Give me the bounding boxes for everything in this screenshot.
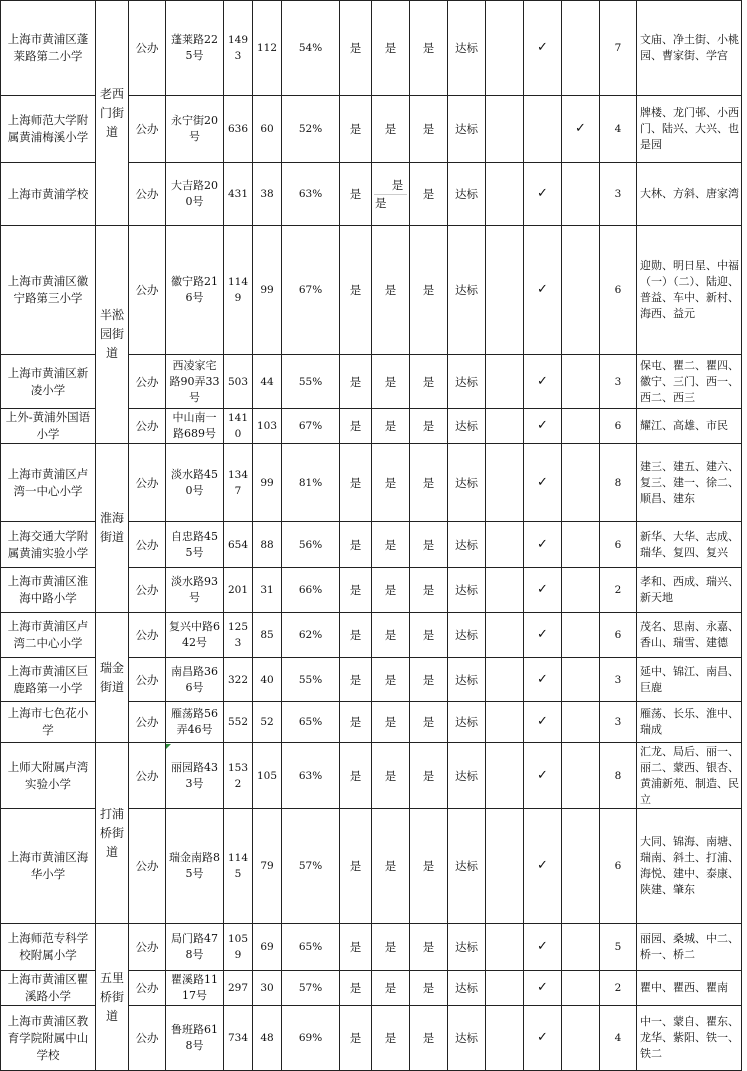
school-address: 西凌家宅路90弄33号 (166, 355, 224, 409)
criterion-1: 是 (340, 96, 372, 163)
student-count: 1347 (224, 444, 253, 522)
mark-3 (562, 355, 600, 409)
staff-count: 30 (253, 971, 282, 1006)
status: 达标 (448, 226, 486, 355)
service-areas: 瞿中、瞿西、瞿南 (637, 971, 742, 1006)
school-address: 南昌路366号 (166, 658, 224, 702)
service-areas: 汇龙、局后、丽一、丽二、蒙西、银杏、黄浦新苑、制造、民立 (637, 743, 742, 809)
status: 达标 (448, 568, 486, 613)
mark-2: ✓ (524, 568, 562, 613)
area-count: 3 (600, 355, 637, 409)
criterion-2-upper: 是 (391, 178, 404, 192)
criterion-2: 是 (372, 1, 410, 96)
criterion-1: 是 (340, 568, 372, 613)
mark-1 (486, 924, 524, 971)
criterion-3: 是 (410, 924, 448, 971)
criterion-2: 是 (372, 924, 410, 971)
status: 达标 (448, 355, 486, 409)
service-areas: 中一、蒙自、瞿东、龙华、紫阳、铁一、铁二 (637, 1006, 742, 1071)
mark-3 (562, 743, 600, 809)
staff-count: 99 (253, 444, 282, 522)
street-name: 半淞园街道 (96, 226, 129, 444)
mark-1 (486, 613, 524, 658)
mark-1 (486, 1006, 524, 1071)
criterion-1: 是 (340, 924, 372, 971)
service-areas: 孝和、西成、瑞兴、新天地 (637, 568, 742, 613)
criterion-1: 是 (340, 658, 372, 702)
student-count: 1145 (224, 809, 253, 924)
ratio-percent: 63% (282, 163, 340, 226)
criterion-3: 是 (410, 971, 448, 1006)
criterion-3: 是 (410, 444, 448, 522)
status: 达标 (448, 163, 486, 226)
criterion-3: 是 (410, 355, 448, 409)
school-address: 蓬莱路225号 (166, 1, 224, 96)
mark-3 (562, 1006, 600, 1071)
ratio-percent: 81% (282, 444, 340, 522)
cell-comment-indicator (166, 744, 171, 749)
school-type: 公办 (129, 96, 166, 163)
school-name: 上海师范专科学校附属小学 (1, 924, 96, 971)
school-name: 上海市黄浦区海华小学 (1, 809, 96, 924)
school-address: 瞿溪路1117号 (166, 971, 224, 1006)
status: 达标 (448, 409, 486, 444)
criterion-1: 是 (340, 355, 372, 409)
staff-count: 69 (253, 924, 282, 971)
staff-count: 31 (253, 568, 282, 613)
status: 达标 (448, 444, 486, 522)
area-count: 6 (600, 522, 637, 568)
table-row (1, 743, 742, 809)
staff-count: 99 (253, 226, 282, 355)
mark-1 (486, 409, 524, 444)
school-type: 公办 (129, 613, 166, 658)
school-type: 公办 (129, 444, 166, 522)
area-count: 6 (600, 613, 637, 658)
student-count: 654 (224, 522, 253, 568)
mark-2: ✓ (524, 226, 562, 355)
mark-3: ✓ (562, 96, 600, 163)
criterion-3: 是 (410, 1, 448, 96)
school-name: 上海市七色花小学 (1, 702, 96, 743)
mark-1 (486, 568, 524, 613)
school-name: 上海市黄浦区徽宁路第三小学 (1, 226, 96, 355)
school-name: 上海市黄浦学校 (1, 163, 96, 226)
staff-count: 105 (253, 743, 282, 809)
school-type: 公办 (129, 1006, 166, 1071)
service-areas: 牌楼、龙门邨、小西门、陆兴、大兴、也是园 (637, 96, 742, 163)
service-areas: 雁荡、长乐、淮中、瑞成 (637, 702, 742, 743)
ratio-percent: 67% (282, 226, 340, 355)
mark-3 (562, 522, 600, 568)
area-count: 3 (600, 163, 637, 226)
staff-count: 44 (253, 355, 282, 409)
school-type: 公办 (129, 355, 166, 409)
staff-count: 112 (253, 1, 282, 96)
mark-1 (486, 658, 524, 702)
service-areas: 迎勋、明日星、中福（一）（二）、陆迎、普益、车中、新村、海西、益元 (637, 226, 742, 355)
criterion-3: 是 (410, 702, 448, 743)
criterion-1: 是 (340, 163, 372, 226)
mark-3 (562, 702, 600, 743)
student-count: 503 (224, 355, 253, 409)
mark-1 (486, 444, 524, 522)
ratio-percent: 57% (282, 971, 340, 1006)
student-count: 1532 (224, 743, 253, 809)
school-name: 上海师范大学附属黄浦梅溪小学 (1, 96, 96, 163)
staff-count: 52 (253, 702, 282, 743)
student-count: 636 (224, 96, 253, 163)
ratio-percent: 57% (282, 809, 340, 924)
criterion-1: 是 (340, 743, 372, 809)
school-type: 公办 (129, 702, 166, 743)
criterion-3: 是 (410, 409, 448, 444)
ratio-percent: 66% (282, 568, 340, 613)
criterion-1: 是 (340, 522, 372, 568)
table-row (1, 226, 742, 355)
table-row (1, 924, 742, 971)
criterion-1: 是 (340, 1, 372, 96)
criterion-3: 是 (410, 568, 448, 613)
student-count: 552 (224, 702, 253, 743)
status: 达标 (448, 1006, 486, 1071)
mark-3 (562, 409, 600, 444)
criterion-2: 是 (372, 522, 410, 568)
student-count: 1410 (224, 409, 253, 444)
area-count: 3 (600, 658, 637, 702)
school-type: 公办 (129, 743, 166, 809)
ratio-percent: 56% (282, 522, 340, 568)
status: 达标 (448, 702, 486, 743)
mark-2: ✓ (524, 1006, 562, 1071)
criterion-2: 是 (372, 409, 410, 444)
criterion-3: 是 (410, 1006, 448, 1071)
street-name: 五里桥街道 (96, 924, 129, 1071)
mark-3 (562, 226, 600, 355)
service-areas: 丽园、桑城、中二、桥一、桥二 (637, 924, 742, 971)
school-name: 上海市黄浦区淮海中路小学 (1, 568, 96, 613)
ratio-percent: 54% (282, 1, 340, 96)
service-areas: 新华、大华、志成、瑞华、复四、复兴 (637, 522, 742, 568)
mark-3 (562, 1, 600, 96)
area-count: 4 (600, 96, 637, 163)
school-type: 公办 (129, 568, 166, 613)
street-name: 淮海街道 (96, 444, 129, 613)
staff-count: 103 (253, 409, 282, 444)
street-name: 打浦桥街道 (96, 743, 129, 924)
mark-3 (562, 613, 600, 658)
student-count: 322 (224, 658, 253, 702)
mark-2: ✓ (524, 743, 562, 809)
ratio-percent: 63% (282, 743, 340, 809)
table-row (1, 613, 742, 658)
school-name: 上海市黄浦区卢湾二中心小学 (1, 613, 96, 658)
criterion-2: 是 (372, 568, 410, 613)
student-count: 1493 (224, 1, 253, 96)
mark-1 (486, 355, 524, 409)
staff-count: 38 (253, 163, 282, 226)
status: 达标 (448, 1, 486, 96)
criterion-2: 是 (372, 226, 410, 355)
area-count: 3 (600, 702, 637, 743)
school-address: 自忠路455号 (166, 522, 224, 568)
criterion-1: 是 (340, 702, 372, 743)
criterion-3: 是 (410, 163, 448, 226)
school-address: 复兴中路642号 (166, 613, 224, 658)
street-name: 瑞金街道 (96, 613, 129, 743)
mark-2: ✓ (524, 924, 562, 971)
school-address: 大吉路200号 (166, 163, 224, 226)
area-count: 8 (600, 743, 637, 809)
service-areas: 大同、锦海、南塘、瑞南、斜土、打浦、海悦、建中、泰康、陕建、肇东 (637, 809, 742, 924)
mark-2: ✓ (524, 971, 562, 1006)
mark-1 (486, 1, 524, 96)
criterion-2: 是 (372, 444, 410, 522)
staff-count: 85 (253, 613, 282, 658)
student-count: 1149 (224, 226, 253, 355)
status: 达标 (448, 658, 486, 702)
ratio-percent: 55% (282, 658, 340, 702)
student-count: 734 (224, 1006, 253, 1071)
school-address: 徽宁路216号 (166, 226, 224, 355)
student-count: 1253 (224, 613, 253, 658)
school-address: 中山南一路689号 (166, 409, 224, 444)
mark-3 (562, 163, 600, 226)
service-areas: 大林、方斜、唐家湾 (637, 163, 742, 226)
area-count: 2 (600, 568, 637, 613)
mark-3 (562, 658, 600, 702)
criterion-3: 是 (410, 226, 448, 355)
criterion-2: 是 (372, 743, 410, 809)
street-name: 老西门街道 (96, 1, 129, 226)
ratio-percent: 65% (282, 702, 340, 743)
criterion-3: 是 (410, 809, 448, 924)
school-type: 公办 (129, 226, 166, 355)
mark-2: ✓ (524, 613, 562, 658)
criterion-3: 是 (410, 522, 448, 568)
mark-2: ✓ (524, 1, 562, 96)
school-type: 公办 (129, 924, 166, 971)
student-count: 1059 (224, 924, 253, 971)
mark-2: ✓ (524, 522, 562, 568)
service-areas: 耀江、高雄、市民 (637, 409, 742, 444)
ratio-percent: 69% (282, 1006, 340, 1071)
status: 达标 (448, 96, 486, 163)
mark-1 (486, 743, 524, 809)
mark-3 (562, 444, 600, 522)
status: 达标 (448, 522, 486, 568)
status: 达标 (448, 809, 486, 924)
area-count: 5 (600, 924, 637, 971)
criterion-1: 是 (340, 809, 372, 924)
school-address: 鲁班路618号 (166, 1006, 224, 1071)
mark-3 (562, 809, 600, 924)
criterion-2-lower: 是 (374, 194, 407, 211)
area-count: 6 (600, 409, 637, 444)
school-name: 上海市黄浦区瞿溪路小学 (1, 971, 96, 1006)
school-type: 公办 (129, 409, 166, 444)
mark-1 (486, 702, 524, 743)
area-count: 4 (600, 1006, 637, 1071)
mark-1 (486, 971, 524, 1006)
school-address: 局门路478号 (166, 924, 224, 971)
school-type: 公办 (129, 809, 166, 924)
status: 达标 (448, 613, 486, 658)
ratio-percent: 52% (282, 96, 340, 163)
school-name: 上海市黄浦区教育学院附属中山学校 (1, 1006, 96, 1071)
service-areas: 延中、锦江、南昌、巨鹿 (637, 658, 742, 702)
school-name: 上师大附属卢湾实验小学 (1, 743, 96, 809)
mark-1 (486, 96, 524, 163)
criterion-2: 是 (372, 702, 410, 743)
ratio-percent: 65% (282, 924, 340, 971)
service-areas: 保屯、瞿二、瞿四、徽宁、三门、西一、西二、西三 (637, 355, 742, 409)
status: 达标 (448, 971, 486, 1006)
criterion-1: 是 (340, 409, 372, 444)
mark-2: ✓ (524, 444, 562, 522)
area-count: 6 (600, 809, 637, 924)
table-row (1, 444, 742, 522)
criterion-1: 是 (340, 226, 372, 355)
school-type: 公办 (129, 522, 166, 568)
school-type: 公办 (129, 163, 166, 226)
area-count: 7 (600, 1, 637, 96)
ratio-percent: 62% (282, 613, 340, 658)
mark-3 (562, 568, 600, 613)
school-name: 上海市黄浦区卢湾一中心小学 (1, 444, 96, 522)
area-count: 6 (600, 226, 637, 355)
mark-2: ✓ (524, 702, 562, 743)
mark-2: ✓ (524, 355, 562, 409)
school-name: 上海交通大学附属黄浦实验小学 (1, 522, 96, 568)
criterion-3: 是 (410, 613, 448, 658)
school-address: 淡水路450号 (166, 444, 224, 522)
status: 达标 (448, 924, 486, 971)
mark-2: ✓ (524, 163, 562, 226)
area-count: 2 (600, 971, 637, 1006)
mark-1 (486, 522, 524, 568)
mark-2: ✓ (524, 658, 562, 702)
criterion-1: 是 (340, 971, 372, 1006)
staff-count: 60 (253, 96, 282, 163)
mark-2: ✓ (524, 809, 562, 924)
school-name: 上海市黄浦区蓬莱路第二小学 (1, 1, 96, 96)
criterion-2: 是 (372, 971, 410, 1006)
criterion-1: 是 (340, 613, 372, 658)
student-count: 201 (224, 568, 253, 613)
school-type: 公办 (129, 658, 166, 702)
staff-count: 88 (253, 522, 282, 568)
student-count: 431 (224, 163, 253, 226)
criterion-2: 是 (372, 96, 410, 163)
mark-1 (486, 163, 524, 226)
mark-1 (486, 809, 524, 924)
service-areas: 建三、建五、建六、复三、建一、徐二、顺昌、建东 (637, 444, 742, 522)
criterion-2-split (372, 163, 410, 226)
school-name: 上海市黄浦区新凌小学 (1, 355, 96, 409)
area-count: 8 (600, 444, 637, 522)
criterion-1: 是 (340, 1006, 372, 1071)
school-address: 永宁街20号 (166, 96, 224, 163)
staff-count: 48 (253, 1006, 282, 1071)
criterion-2: 是 (372, 613, 410, 658)
ratio-percent: 67% (282, 409, 340, 444)
criterion-3: 是 (410, 96, 448, 163)
staff-count: 40 (253, 658, 282, 702)
criterion-3: 是 (410, 658, 448, 702)
mark-1 (486, 226, 524, 355)
mark-2: ✓ (524, 409, 562, 444)
mark-3 (562, 924, 600, 971)
criterion-3: 是 (410, 743, 448, 809)
criterion-2: 是 (372, 809, 410, 924)
service-areas: 茂名、思南、永嘉、香山、瑞雪、建德 (637, 613, 742, 658)
student-count: 297 (224, 971, 253, 1006)
table-row (1, 1, 742, 96)
school-name: 上海市黄浦区巨鹿路第一小学 (1, 658, 96, 702)
school-address: 瑞金南路85号 (166, 809, 224, 924)
status: 达标 (448, 743, 486, 809)
criterion-2: 是 (372, 355, 410, 409)
school-type: 公办 (129, 1, 166, 96)
mark-2 (524, 96, 562, 163)
school-name: 上外-黄浦外国语小学 (1, 409, 96, 444)
service-areas: 文庙、净土街、小桃园、曹家街、学宫 (637, 1, 742, 96)
criterion-1: 是 (340, 444, 372, 522)
school-type: 公办 (129, 971, 166, 1006)
mark-3 (562, 971, 600, 1006)
ratio-percent: 55% (282, 355, 340, 409)
criterion-2: 是 (372, 1006, 410, 1071)
school-address: 丽园路433号 (166, 743, 224, 809)
criterion-2: 是 (372, 658, 410, 702)
school-address: 雁荡路56弄46号 (166, 702, 224, 743)
school-address: 淡水路93号 (166, 568, 224, 613)
staff-count: 79 (253, 809, 282, 924)
